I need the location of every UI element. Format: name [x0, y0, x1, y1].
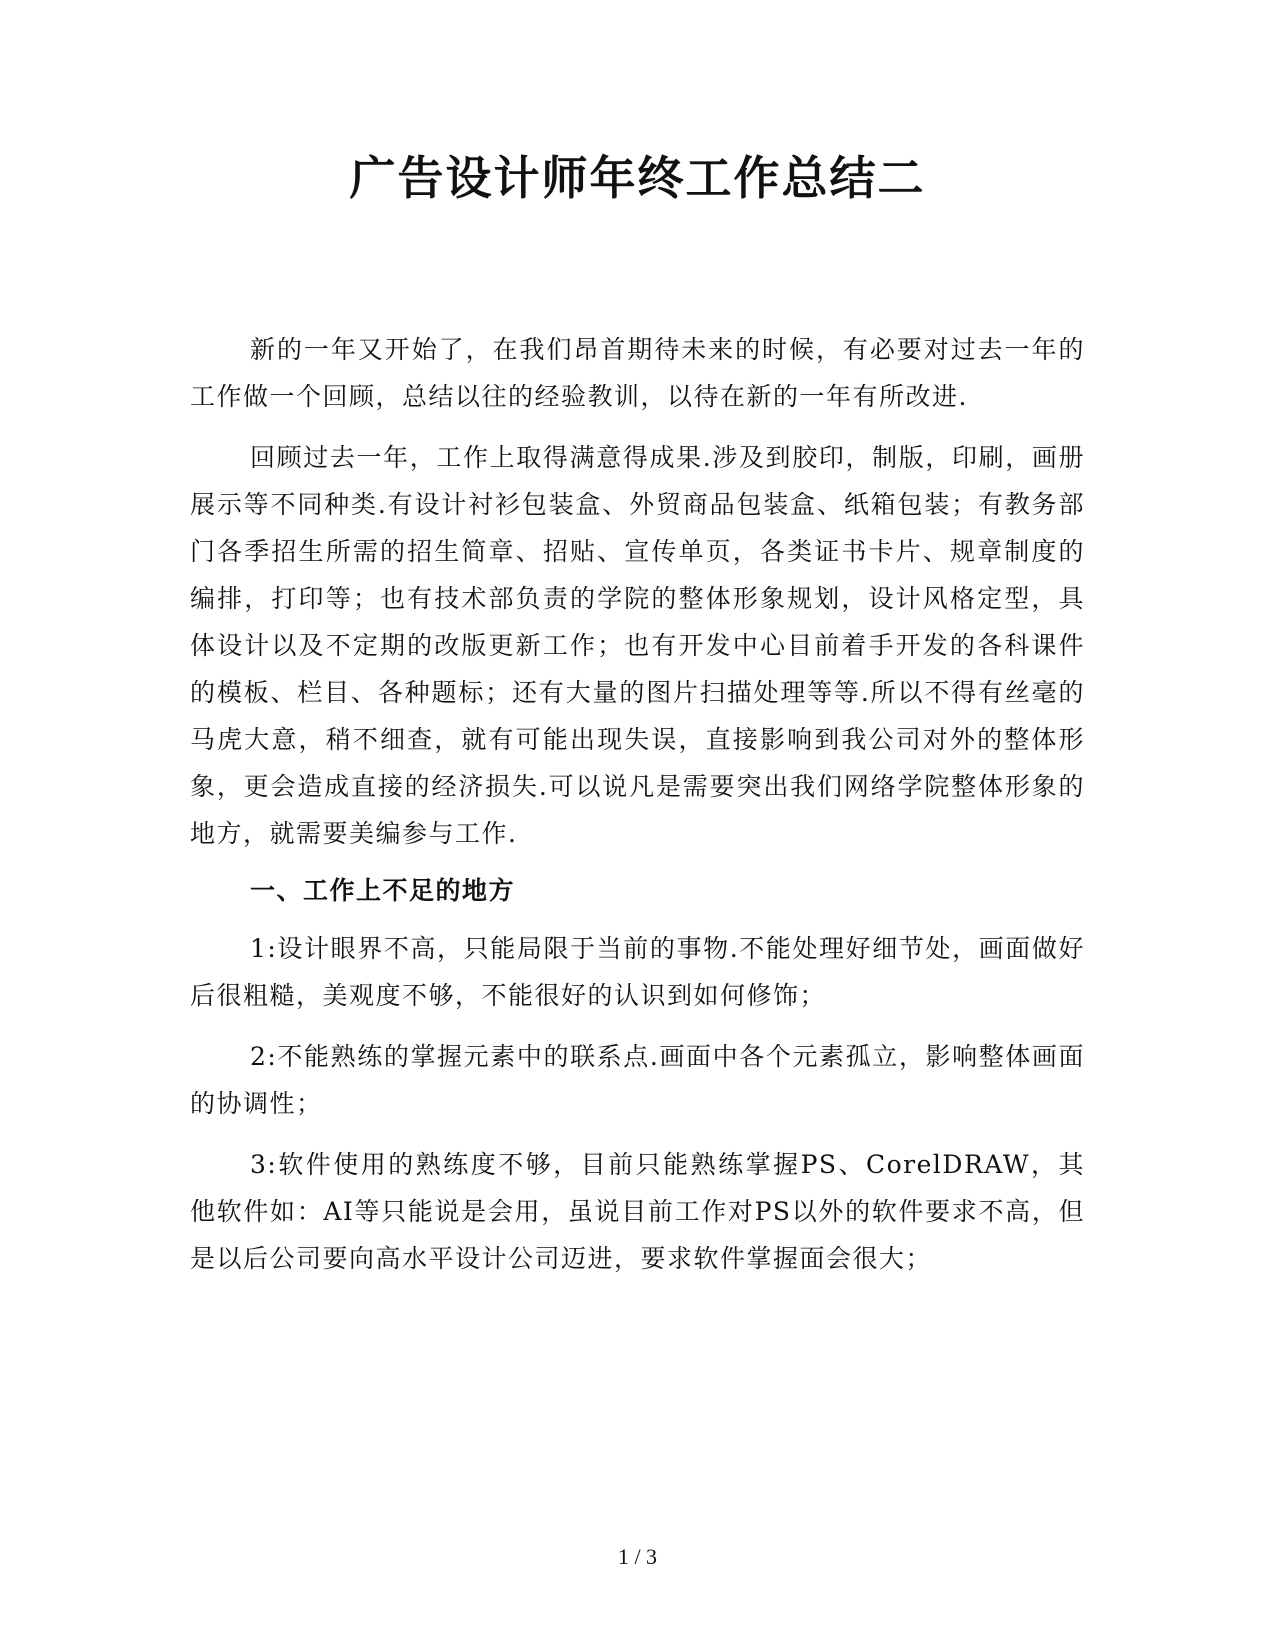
shortcoming-item-1: 1:设计眼界不高，只能局限于当前的事物.不能处理好细节处，画面做好后很粗糙，美观度不够，不能很好的认识到如何修饰； [190, 934, 1085, 1010]
document-body [190, 326, 1085, 1296]
shortcoming-item-2: 2:不能熟练的掌握元素中的联系点.画面中各个元素孤立，影响整体画面的协调性； [190, 1042, 1085, 1118]
intro-paragraph: 新的一年又开始了，在我们昂首期待未来的时候，有必要对过去一年的工作做一个回顾，总结以往的经验教训，以待在新的一年有所改进. [190, 335, 1085, 411]
page-number: 1 / 3 [617, 1544, 658, 1569]
section-heading-shortcomings: 一、工作上不足的地方 [250, 876, 516, 905]
shortcoming-item-3: 3:软件使用的熟练度不够，目前只能熟练掌握PS、CorelDRAW，其他软件如：AI等只能说是会用，虽说目前工作对PS以外的软件要求不高，但是以后公司要向高水平设计公司迈进，要求软件掌握面会很大； [190, 1150, 1085, 1273]
document-title: 广告设计师年终工作总结二 [349, 151, 926, 205]
review-paragraph: 回顾过去一年，工作上取得满意得成果.涉及到胶印，制版，印刷，画册展示等不同种类.有设计衬衫包装盒、外贸商品包装盒、纸箱包装；有教务部门各季招生所需的招生简章、招贴、宣传单页，各类证书卡片、规章制度的编排，打印等；也有技术部负责的学院的整体形象规划，设计风格定型，具体设计以及不定期的改版更新工作；也有开发中心目前着手开发的各科课件的模板、栏目、各种题标；还有大量的图片扫描处理等等.所以不得有丝毫的马虎大意，稍不细查，就有可能出现失误，直接影响到我公司对外的整体形象，更会造成直接的经济损失.可以说凡是需要突出我们网络学院整体形象的地方，就需要美编参与工作. [190, 443, 1085, 848]
